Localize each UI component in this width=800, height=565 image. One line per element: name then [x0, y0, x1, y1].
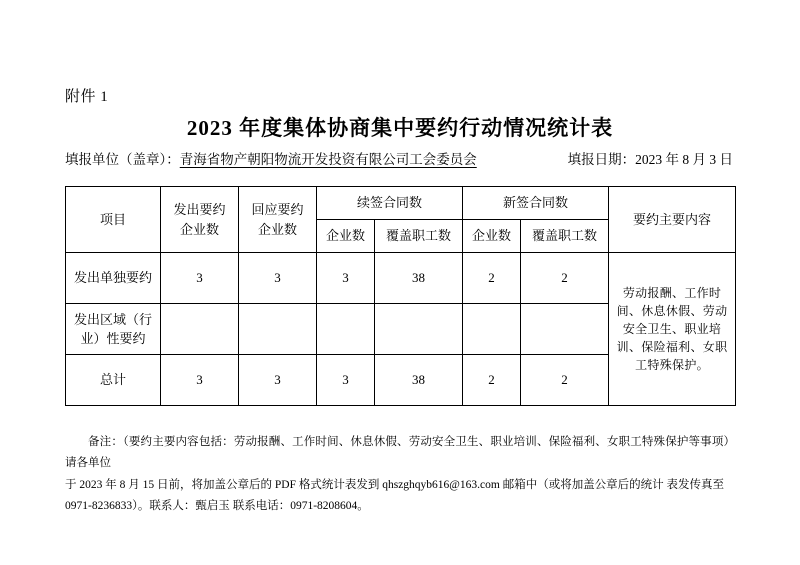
header-sent-enterprises: [161, 187, 239, 253]
table-row: [66, 253, 736, 304]
cell-reply-individual: 3: [239, 253, 317, 304]
cell-sent-individual: 3: [161, 253, 239, 304]
attachment-label: 附件 1: [65, 89, 109, 105]
cell-sent-regional: [161, 304, 239, 355]
header-main-content: 要约主要内容: [609, 187, 736, 253]
cell-renew-workers-total: 38: [375, 355, 463, 406]
statistics-table: [65, 186, 736, 406]
row-label-total: 总计: [66, 355, 161, 406]
cell-reply-total: 3: [239, 355, 317, 406]
header-new-workers: 覆盖职工数: [521, 220, 609, 253]
cell-renew-enterprises-regional: [317, 304, 375, 355]
filing-date-value: 2023 年 8 月 3 日: [635, 152, 733, 167]
footnote-line-1: 备注：（要约主要内容包括：劳动报酬、工作时间、休息休假、劳动安全卫生、职业培训、保险福利、女职工特殊保护等事项）请各单位: [65, 436, 735, 470]
table-header-row-1: [66, 187, 736, 220]
cell-sent-total: 3: [161, 355, 239, 406]
cell-new-workers-regional: [521, 304, 609, 355]
filing-unit-label: 填报单位（盖章）：: [65, 152, 180, 167]
cell-renew-enterprises-individual: 3: [317, 253, 375, 304]
filing-date: [568, 148, 735, 168]
row-label-individual: 发出单独要约: [66, 253, 161, 304]
cell-new-enterprises-individual: 2: [463, 253, 521, 304]
header-renew-group: 续签合同数: [317, 187, 463, 220]
cell-new-workers-total: 2: [521, 355, 609, 406]
header-new-enterprises: 企业数: [463, 220, 521, 253]
header-sent-line2: 企业数: [179, 221, 219, 237]
cell-renew-enterprises-total: 3: [317, 355, 375, 406]
cell-renew-workers-individual: 38: [375, 253, 463, 304]
header-sent-line1: 发出要约: [173, 202, 226, 217]
header-renew-enterprises: 企业数: [317, 220, 375, 253]
footnote-line-2: 于 2023 年 8 月 15 日前，将加盖公章后的 PDF 格式统计表发到 qhszghqyb616@163.com 邮箱中（或将加盖公章后的统计 表发传真至: [65, 478, 725, 491]
header-new-group: 新签合同数: [463, 187, 609, 220]
row-label-regional: [66, 304, 161, 355]
cell-renew-workers-regional: [375, 304, 463, 355]
filing-unit: [65, 148, 477, 168]
filing-date-label: 填报日期：: [567, 152, 636, 167]
page-title: 2023 年度集体协商集中要约行动情况统计表: [186, 116, 614, 140]
cell-reply-regional: [239, 304, 317, 355]
footnote-line-3: 0971-8236833）。联系人：甄启玉 联系电话：0971-8208604。: [65, 499, 369, 512]
header-item: 项目: [66, 187, 161, 253]
cell-new-workers-individual: 2: [521, 253, 609, 304]
row-label-regional-line1: 发出区域（行: [73, 311, 152, 327]
row-label-regional-line2: 业）性要约: [80, 331, 146, 346]
cell-new-enterprises-regional: [463, 304, 521, 355]
header-reply-enterprises: [239, 187, 317, 253]
document-meta: [65, 148, 735, 168]
header-reply-line1: 回应要约: [251, 202, 304, 217]
footnotes: [65, 432, 735, 517]
filing-unit-value: 青海省物产朝阳物流开发投资有限公司工会委员会: [179, 152, 477, 167]
cell-main-content: 劳动报酬、工作时间、休息休假、劳动安全卫生、职业培训、保险福利、女职工特殊保护。: [609, 253, 736, 406]
header-renew-workers: 覆盖职工数: [375, 220, 463, 253]
cell-new-enterprises-total: 2: [463, 355, 521, 406]
header-reply-line2: 企业数: [257, 221, 297, 237]
